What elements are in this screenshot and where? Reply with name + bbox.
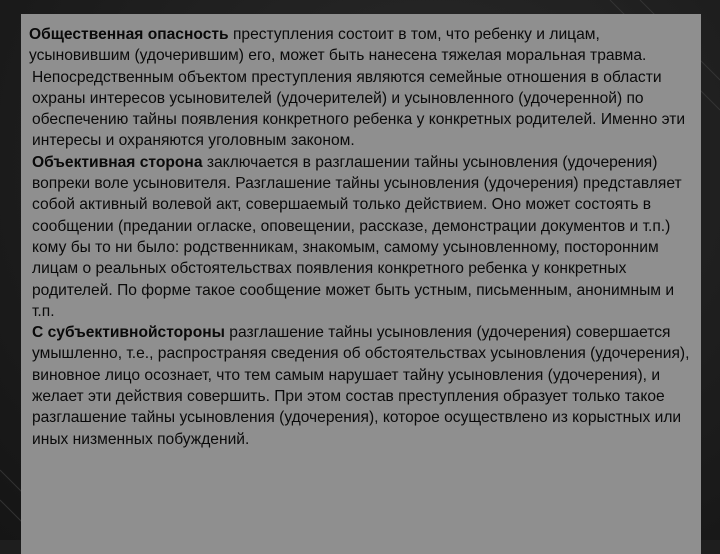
paragraph-text: разглашение тайны усыновления (удочерения) совершается умышленно, т.е., распространяя сведения об обстоятельствах усыновления (удочерения), виновное лицо осознает, что тем самым нарушает тайну усыновления (удочерения), и желает эти действия совершить. При этом состав преступления образует только такое разглашение тайны усыновления (удочерения), которое осуществлено из корыстных или иных низменных побуждений.	[32, 324, 690, 448]
content-text-box	[21, 14, 701, 554]
paragraph-public-danger	[29, 24, 691, 67]
paragraph-text: Непосредственным объектом преступления являются семейные отношения в области охраны интересов усыновителей (удочерителей) и усыновленного (удочеренной) по обеспечению тайны появления конкретного ребенка у конкретных родителей. Именно эти интересы и охраняются уголовным законом.	[32, 68, 686, 150]
paragraph-subjective-side	[29, 322, 691, 450]
paragraph-lead: Общественная опасность	[29, 26, 229, 43]
paragraph-text: преступления состоит в том, что ребенку и лицам, усыновившим (удочерившим) его, может быть нанесена тяжелая моральная травма.	[29, 26, 647, 65]
body-text	[29, 24, 691, 450]
paragraph-objective-side	[29, 152, 691, 322]
paragraph-direct-object	[29, 67, 691, 152]
paragraph-lead: Объективная сторона	[32, 153, 203, 171]
paragraph-lead: С субъективнойстороны	[32, 324, 225, 342]
paragraph-text: заключается в разглашении тайны усыновления (удочерения) вопреки воле усыновителя. Разглашение тайны усыновления (удочерения) представляет собой активный волевой акт, совершаемый только действием. Оно может состоять в сообщении (предании огласке, оповещении, рассказе, демонстрации документов и т.п.) кому бы то ни было: родственникам, знакомым, самому усыновленному, посторонним лицам о реальных обстоятельствах появления конкретного ребенка у конкретных родителей. По форме такое сообщение может быть устным, письменным, анонимным и т.п.	[32, 153, 682, 320]
